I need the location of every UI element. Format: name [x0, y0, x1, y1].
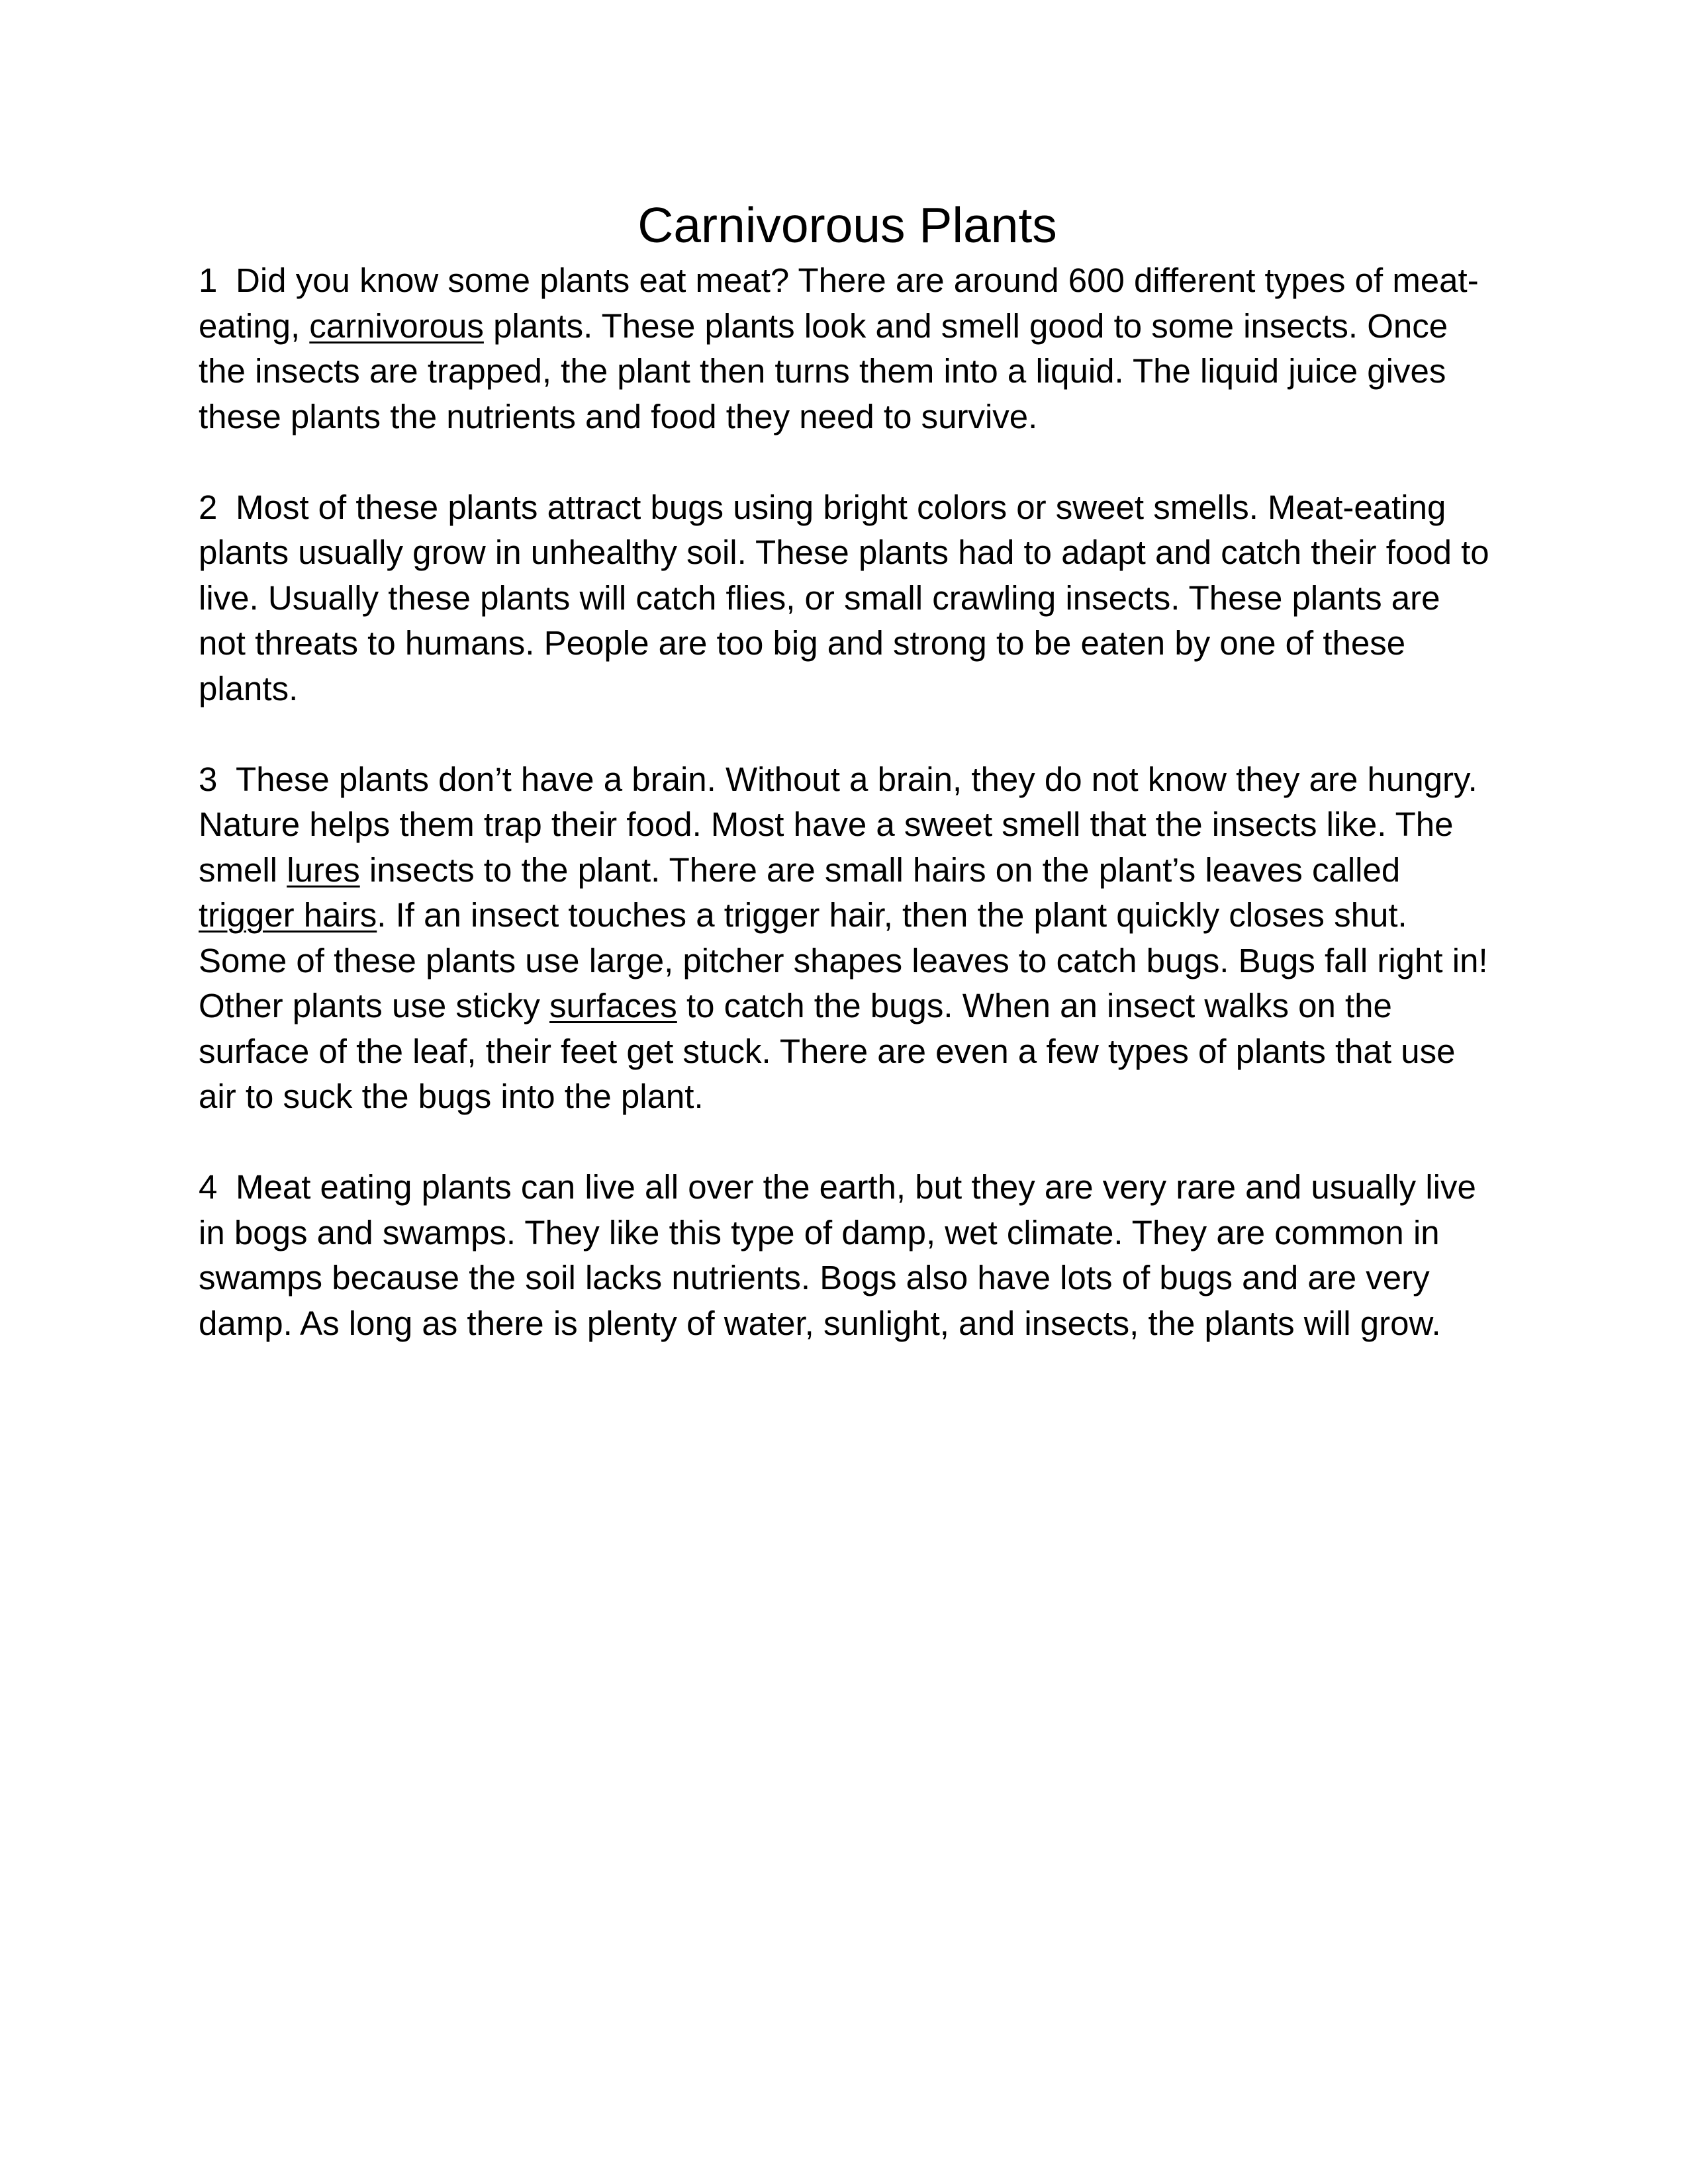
- vocab-word-lures: lures: [287, 850, 360, 889]
- paragraph-text: These plants don’t have a brain. Without a brain, they do not know they are hungry. Nature helps them trap their food. Most have a sweet smell that the insects like. The smell: [199, 760, 1477, 889]
- vocab-word-surfaces: surfaces: [549, 987, 677, 1024]
- paragraph-1: [199, 258, 1496, 439]
- paragraph-3: [199, 757, 1496, 1120]
- paragraph-number: 4: [199, 1168, 218, 1206]
- paragraph-number: 1: [199, 261, 218, 299]
- paragraph-text: Meat eating plants can live all over the earth, but they are very rare and usually live in bogs and swamps. They like this type of damp, wet climate. They are common in swamps because the soil lacks nutrients. Bogs also have lots of bugs and are very damp. As long as there is plenty of water, sunlight, and insects, the plants will grow.: [199, 1168, 1476, 1342]
- paragraph-2: [199, 485, 1496, 712]
- paragraph-4: [199, 1165, 1496, 1346]
- paragraph-text: Most of these plants attract bugs using bright colors or sweet smells. Meat-eating plants usually grow in unhealthy soil. These plants had to adapt and catch their food to live. Usually these plants will catch flies, or small crawling insects. These plants are not threats to humans. People are too big and strong to be eaten by one of these plants.: [199, 488, 1489, 707]
- paragraph-text: insects to the plant. There are small hairs on the plant’s leaves called: [359, 850, 1401, 889]
- paragraph-text: plants. These plants look and smell good to some insects. Once the insects are trapped, the plant then turns them into a liquid. The liquid juice gives these plants the nutrients and food they need to survive.: [199, 306, 1448, 435]
- vocab-word-trigger-hairs: trigger hairs: [199, 896, 377, 934]
- paragraph-number: 2: [199, 488, 218, 526]
- paragraph-number: 3: [199, 760, 218, 798]
- document-page: [199, 192, 1496, 1392]
- document-title: Carnivorous Plants: [637, 197, 1057, 253]
- paragraph-text: to catch the bugs. When an insect walks on the surface of the leaf, their feet get stuck. There are even a few types of plants that use air to suck the bugs into the plant.: [199, 987, 1456, 1115]
- vocab-word-carnivorous: carnivorous: [309, 306, 484, 345]
- paragraph-text: . If an insect touches a trigger hair, then the plant quickly closes shut. Some of these plants use large, pitcher shapes leaves to catch bugs. Bugs fall right in! Other plants use sticky: [199, 896, 1488, 1024]
- paragraph-text: Did you know some plants eat meat? There are around 600 different types of meat-eating,: [199, 261, 1479, 345]
